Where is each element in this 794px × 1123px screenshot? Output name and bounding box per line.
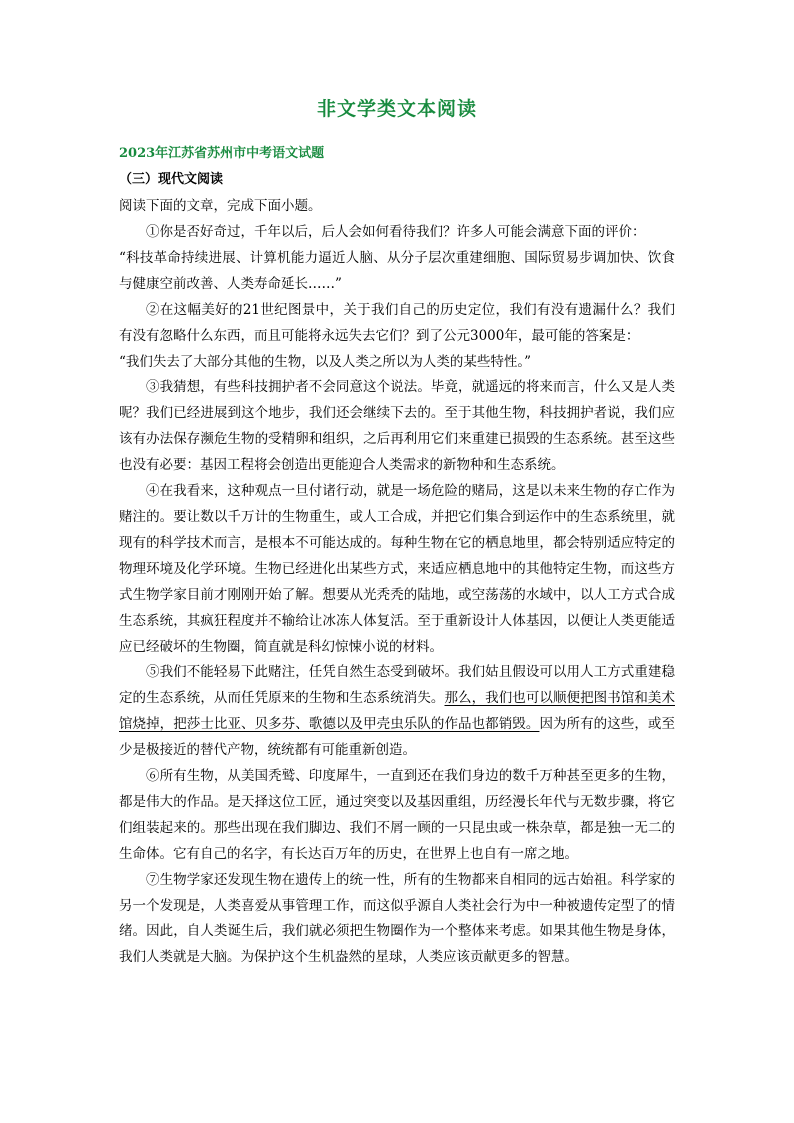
paragraph-5 [119, 660, 675, 764]
exam-source: 2023年江苏省苏州市中考语文试题 [119, 146, 325, 161]
paragraph-5-text-after: 因为所有的这些，或至少是极接近的替代产物，统统都有可能重新创造。 [119, 716, 675, 759]
paragraph-3: ③我猜想，有些科技拥护者不会同意这个说法。毕竟，就遥远的将来而言，什么又是人类呢？我们已经进展到这个地步，我们还会继续下去的。至于其他生物，科技拥护者说，我们应该有办法保存濒危生物的受精卵和组织，之后再利用它们来重建已损毁的生态系统。甚至这些也没有必要：基因工程将会创造出更能迎合人类需求的新物种和生态系统。 [119, 379, 675, 474]
paragraph-2: ②在这幅美好的21世纪图景中，关于我们自己的历史定位，我们有没有遗漏什么？我们有没有忽略什么东西，而且可能将永远失去它们？到了公元3000年，最可能的答案是： [119, 301, 675, 344]
paragraph-7: ⑦生物学家还发现生物在遗传上的统一性，所有的生物都来自相同的远古始祖。科学家的另一个发现是，人类喜爱从事管理工作，而这似乎源自人类社会行为中一种被遗传定型了的情绪。因此，自人类诞生后，我们就必须把生物圈作为一个整体来考虑。如果其他生物是身体，我们人类就是大脑。为保护这个生机盎然的星球，人类应该贡献更多的智慧。 [119, 871, 675, 966]
reading-instruction: 阅读下面的文章，完成下面小题。 [119, 198, 322, 214]
section-heading: （三）现代文阅读 [119, 172, 224, 187]
document-title: 非文学类文本阅读 [316, 98, 477, 120]
quote-1: “科技革命持续进展、计算机能力逼近人脑、从分子层次重建细胞、国际贸易步调加快、饮食与健康空前改善、人类寿命延长……” [119, 249, 675, 292]
article-body [119, 220, 675, 971]
paragraph-5-text-before: ⑤我们不能轻易下此赌注，任凭自然生态受到破坏。我们姑且假设可以用人工方式重建稳定的生态系统，从而任凭原来的生物和生态系统消失。 [119, 664, 675, 707]
paragraph-6: ⑥所有生物，从美国秃鹫、印度犀牛，一直到还在我们身边的数千万种甚至更多的生物，都是伟大的作品。是天择这位工匠，通过突变以及基因重组，历经漫长年代与无数步骤，将它们组装起来的。那些出现在我们脚边、我们不屑一顾的一只昆虫或一株杂草，都是独一无二的生命体。它有自己的名字，有长达百万年的历史，在世界上也自有一席之地。 [119, 768, 675, 862]
paragraph-1: ①你是否好奇过，千年以后，后人会如何看待我们？许多人可能会满意下面的评价： [146, 224, 646, 240]
underlined-sentence: 那么，我们也可以顺便把图书馆和美术馆烧掉，把莎士比亚、贝多芬、歌德以及甲壳虫乐队的作品也都销毁。 [119, 690, 675, 733]
paragraph-4: ④在我看来，这种观点一旦付诸行动，就是一场危险的赌局，这是以未来生物的存亡作为赌注的。要让数以千万计的生物重生，或人工合成，并把它们集合到运作中的生态系统里，就现有的科学技术而言，是根本不可能达成的。每种生物在它的栖息地里，都会特别适应特定的物理环境及化学环境。生物已经进化出某些方式，来适应栖息地中的其他特定生物，而这些方式生物学家目前才刚刚开始了解。想要从光秃秃的陆地，或空荡荡的水域中，以人工方式合成生态系统，其疯狂程度并不输给让冰冻人体复活。至于重新设计人体基因，以便让人类更能适应已经破坏的生物圈，简直就是科幻惊悚小说的材料。 [119, 483, 675, 655]
quote-2: “我们失去了大部分其他的生物，以及人类之所以为人类的某些特性。” [119, 353, 532, 370]
